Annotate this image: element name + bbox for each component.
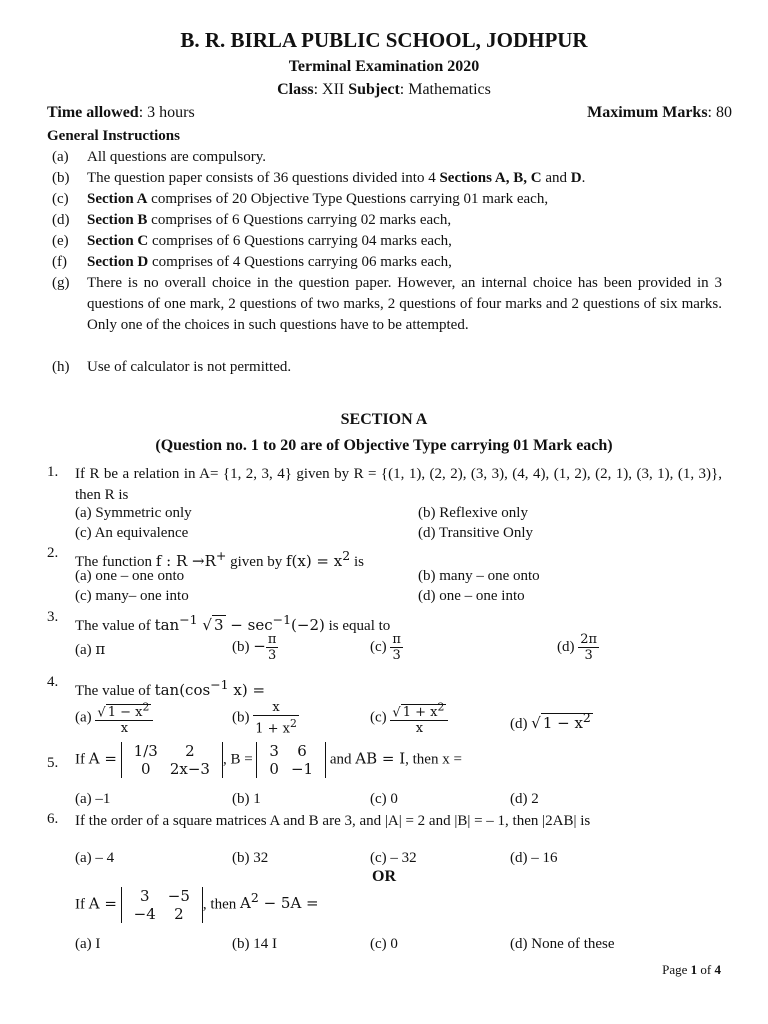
q2-option-a: (a) one – one onto — [75, 568, 185, 584]
q5-option-d: (d) 2 — [510, 791, 539, 807]
q5-option-c: (c) 0 — [370, 791, 398, 807]
matrix-a: 1/3 2 0 2x−3 — [121, 742, 223, 778]
q1-option-b: (b) Reflexive only — [418, 505, 528, 521]
q5-expression: If A = 1/3 2 0 2x−3 , B = 3 6 0 −1 and AB = I, then x = — [75, 742, 462, 778]
q3-option-b: (b) − $\frac{\pi}{3}$ — [232, 632, 277, 663]
or-divider: OR — [372, 868, 396, 885]
q4-option-c: (c) $\frac{√ 1 + x^2}{x}$ — [370, 700, 448, 736]
q3-option-a: (a) π — [75, 640, 106, 658]
q6-alt-option-b: (b) 14 I — [232, 936, 277, 952]
q2-option-c: (c) many– one into — [75, 588, 189, 604]
q6-alt-option-d: (d) None of these — [510, 936, 615, 952]
school-name: B. R. BIRLA PUBLIC SCHOOL, JODHPUR — [180, 28, 588, 52]
q1-option-a: (a) Symmetric only — [75, 505, 192, 521]
q4-option-b: (b) $\frac{x}{1 + x^2}$ — [232, 700, 297, 737]
q5-option-b: (b) 1 — [232, 791, 261, 807]
time-allowed: Time allowed: 3 hours — [47, 104, 195, 121]
exam-title: Terminal Examination 2020 — [288, 58, 480, 75]
instructions-title: General Instructions — [47, 128, 180, 144]
q3-option-d: (d) $\frac{2\pi}{3}$ — [557, 632, 598, 663]
q1-option-c: (c) An equivalence — [75, 525, 189, 541]
q2-option-b: (b) many – one onto — [418, 568, 540, 584]
matrix-a-alt: 3 −5 −4 2 — [121, 887, 203, 923]
q6-alt-option-a: (a) I — [75, 936, 101, 952]
q4-option-a: (a) $\frac{√ 1 - x^2}{x}$ — [75, 700, 153, 736]
q6-option-c: (c) – 32 — [370, 850, 417, 866]
q6-alt-expression: If A = 3 −5 −4 2 , then $A^2 - 5A$ = — [75, 887, 319, 923]
matrix-b: 3 6 0 −1 — [256, 742, 326, 778]
class-subject: Class: XII Subject: Mathematics — [277, 81, 491, 98]
q6-alt-option-c: (c) 0 — [370, 936, 398, 952]
section-title: SECTION A — [340, 411, 428, 428]
page-number: Page 1 of 4 — [662, 962, 721, 977]
q5-option-a: (a) –1 — [75, 791, 111, 807]
q3-option-c: (c) $\frac{\pi}{3}$ — [370, 632, 401, 663]
q4-option-d: (d) √ $1 - x^2$ — [510, 710, 591, 732]
q6-option-a: (a) – 4 — [75, 850, 115, 866]
q1-option-d: (d) Transitive Only — [418, 525, 534, 541]
section-subtitle: (Question no. 1 to 20 are of Objective Type carrying 01 Mark each) — [155, 437, 613, 454]
q6-option-d: (d) – 16 — [510, 850, 558, 866]
maximum-marks: Maximum Marks: 80 — [587, 104, 732, 121]
q6-option-b: (b) 32 — [232, 850, 269, 866]
time-marks-row — [47, 104, 732, 122]
q2-option-d: (d) one – one into — [418, 588, 525, 604]
